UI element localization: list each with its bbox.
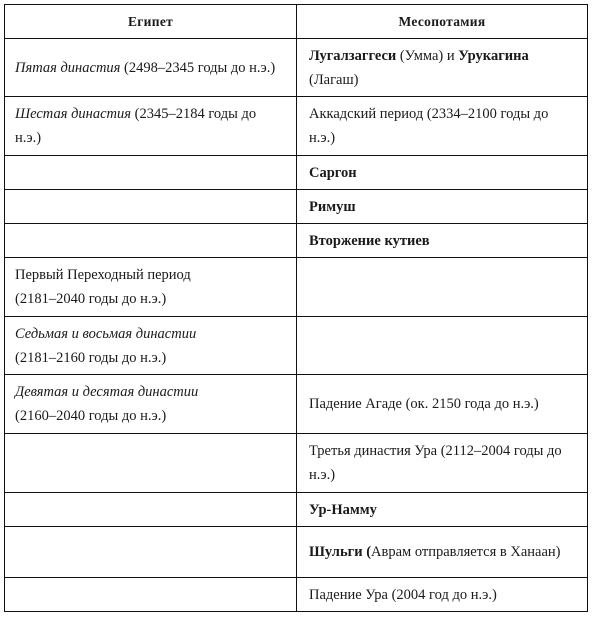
period-text: Третья династия Ура (2112–2004 годы до н.э.) [309,443,562,483]
egypt-cell [5,39,297,97]
mesopotamia-cell-empty [297,258,588,317]
egypt-cell-empty [5,434,297,493]
mesopotamia-cell [297,97,588,156]
mesopotamia-cell [297,527,588,578]
table-row [5,578,588,612]
cell-text: (Лагаш) [309,71,359,88]
dynasty-name: Седьмая и восьмая династии [15,325,197,342]
dynasty-name: Шестая династия [15,106,131,122]
table-row [5,39,588,97]
mesopotamia-cell [297,578,588,612]
event-name: Вторжение кутиев [309,232,430,249]
mesopotamia-cell [297,375,588,434]
ruler-name: Лугалзаггеси [309,47,397,64]
period-name: Первый Переходный период [15,267,191,283]
egypt-cell [5,97,297,156]
table-row [5,527,588,578]
header-egypt: Египет [5,5,297,39]
mesopotamia-cell [297,434,588,493]
ruler-name: Римуш [309,198,356,215]
table-row [5,190,588,224]
table-header-row [5,5,588,39]
dynasty-name: Девятая и десятая династии [15,384,199,400]
mesopotamia-cell [297,224,588,258]
table-row [5,375,588,434]
table-row [5,156,588,190]
event-text: Падение Агаде (ок. 2150 года до н.э.) [309,396,539,412]
egypt-cell-empty [5,527,297,578]
table-row [5,493,588,527]
egypt-mesopotamia-timeline-table [4,4,588,612]
egypt-cell-empty [5,578,297,612]
ruler-name: Ур-Намму [309,501,377,518]
event-text: Аврам отправляется в Ханаан) [371,544,561,560]
dynasty-dates: (2498–2345 годы до н.э.) [120,59,276,76]
period-dates: (2181–2040 годы до н.э.) [15,291,167,307]
ruler-name: Саргон [309,164,357,181]
egypt-cell-empty [5,156,297,190]
cell-text: (Умма) и [396,47,459,64]
ruler-name: Шульги [309,544,363,560]
timeline-table-container [4,4,588,612]
egypt-cell [5,375,297,434]
table-row [5,97,588,156]
egypt-cell [5,317,297,375]
dynasty-dates: (2345–2184 годы до н.э.) [15,106,257,146]
dynasty-dates: (2181–2160 годы до н.э.) [15,349,167,366]
mesopotamia-cell [297,190,588,224]
header-mesopotamia: Месопотамия [297,5,588,39]
mesopotamia-cell [297,39,588,97]
egypt-cell-empty [5,493,297,527]
table-row [5,317,588,375]
egypt-cell-empty [5,190,297,224]
table-row [5,434,588,493]
event-text: Падение Ура (2004 год до н.э.) [309,586,497,603]
egypt-cell-empty [5,224,297,258]
ruler-name: Урукагина [458,47,529,64]
dynasty-name: Пятая династия [15,59,121,76]
mesopotamia-cell [297,156,588,190]
paren-open: ( [366,544,372,560]
mesopotamia-cell-empty [297,317,588,375]
mesopotamia-cell [297,493,588,527]
egypt-cell [5,258,297,317]
dynasty-dates: (2160–2040 годы до н.э.) [15,408,167,424]
period-text: Аккадский период (2334–2100 годы до н.э.) [309,106,549,146]
table-row [5,258,588,317]
table-row [5,224,588,258]
